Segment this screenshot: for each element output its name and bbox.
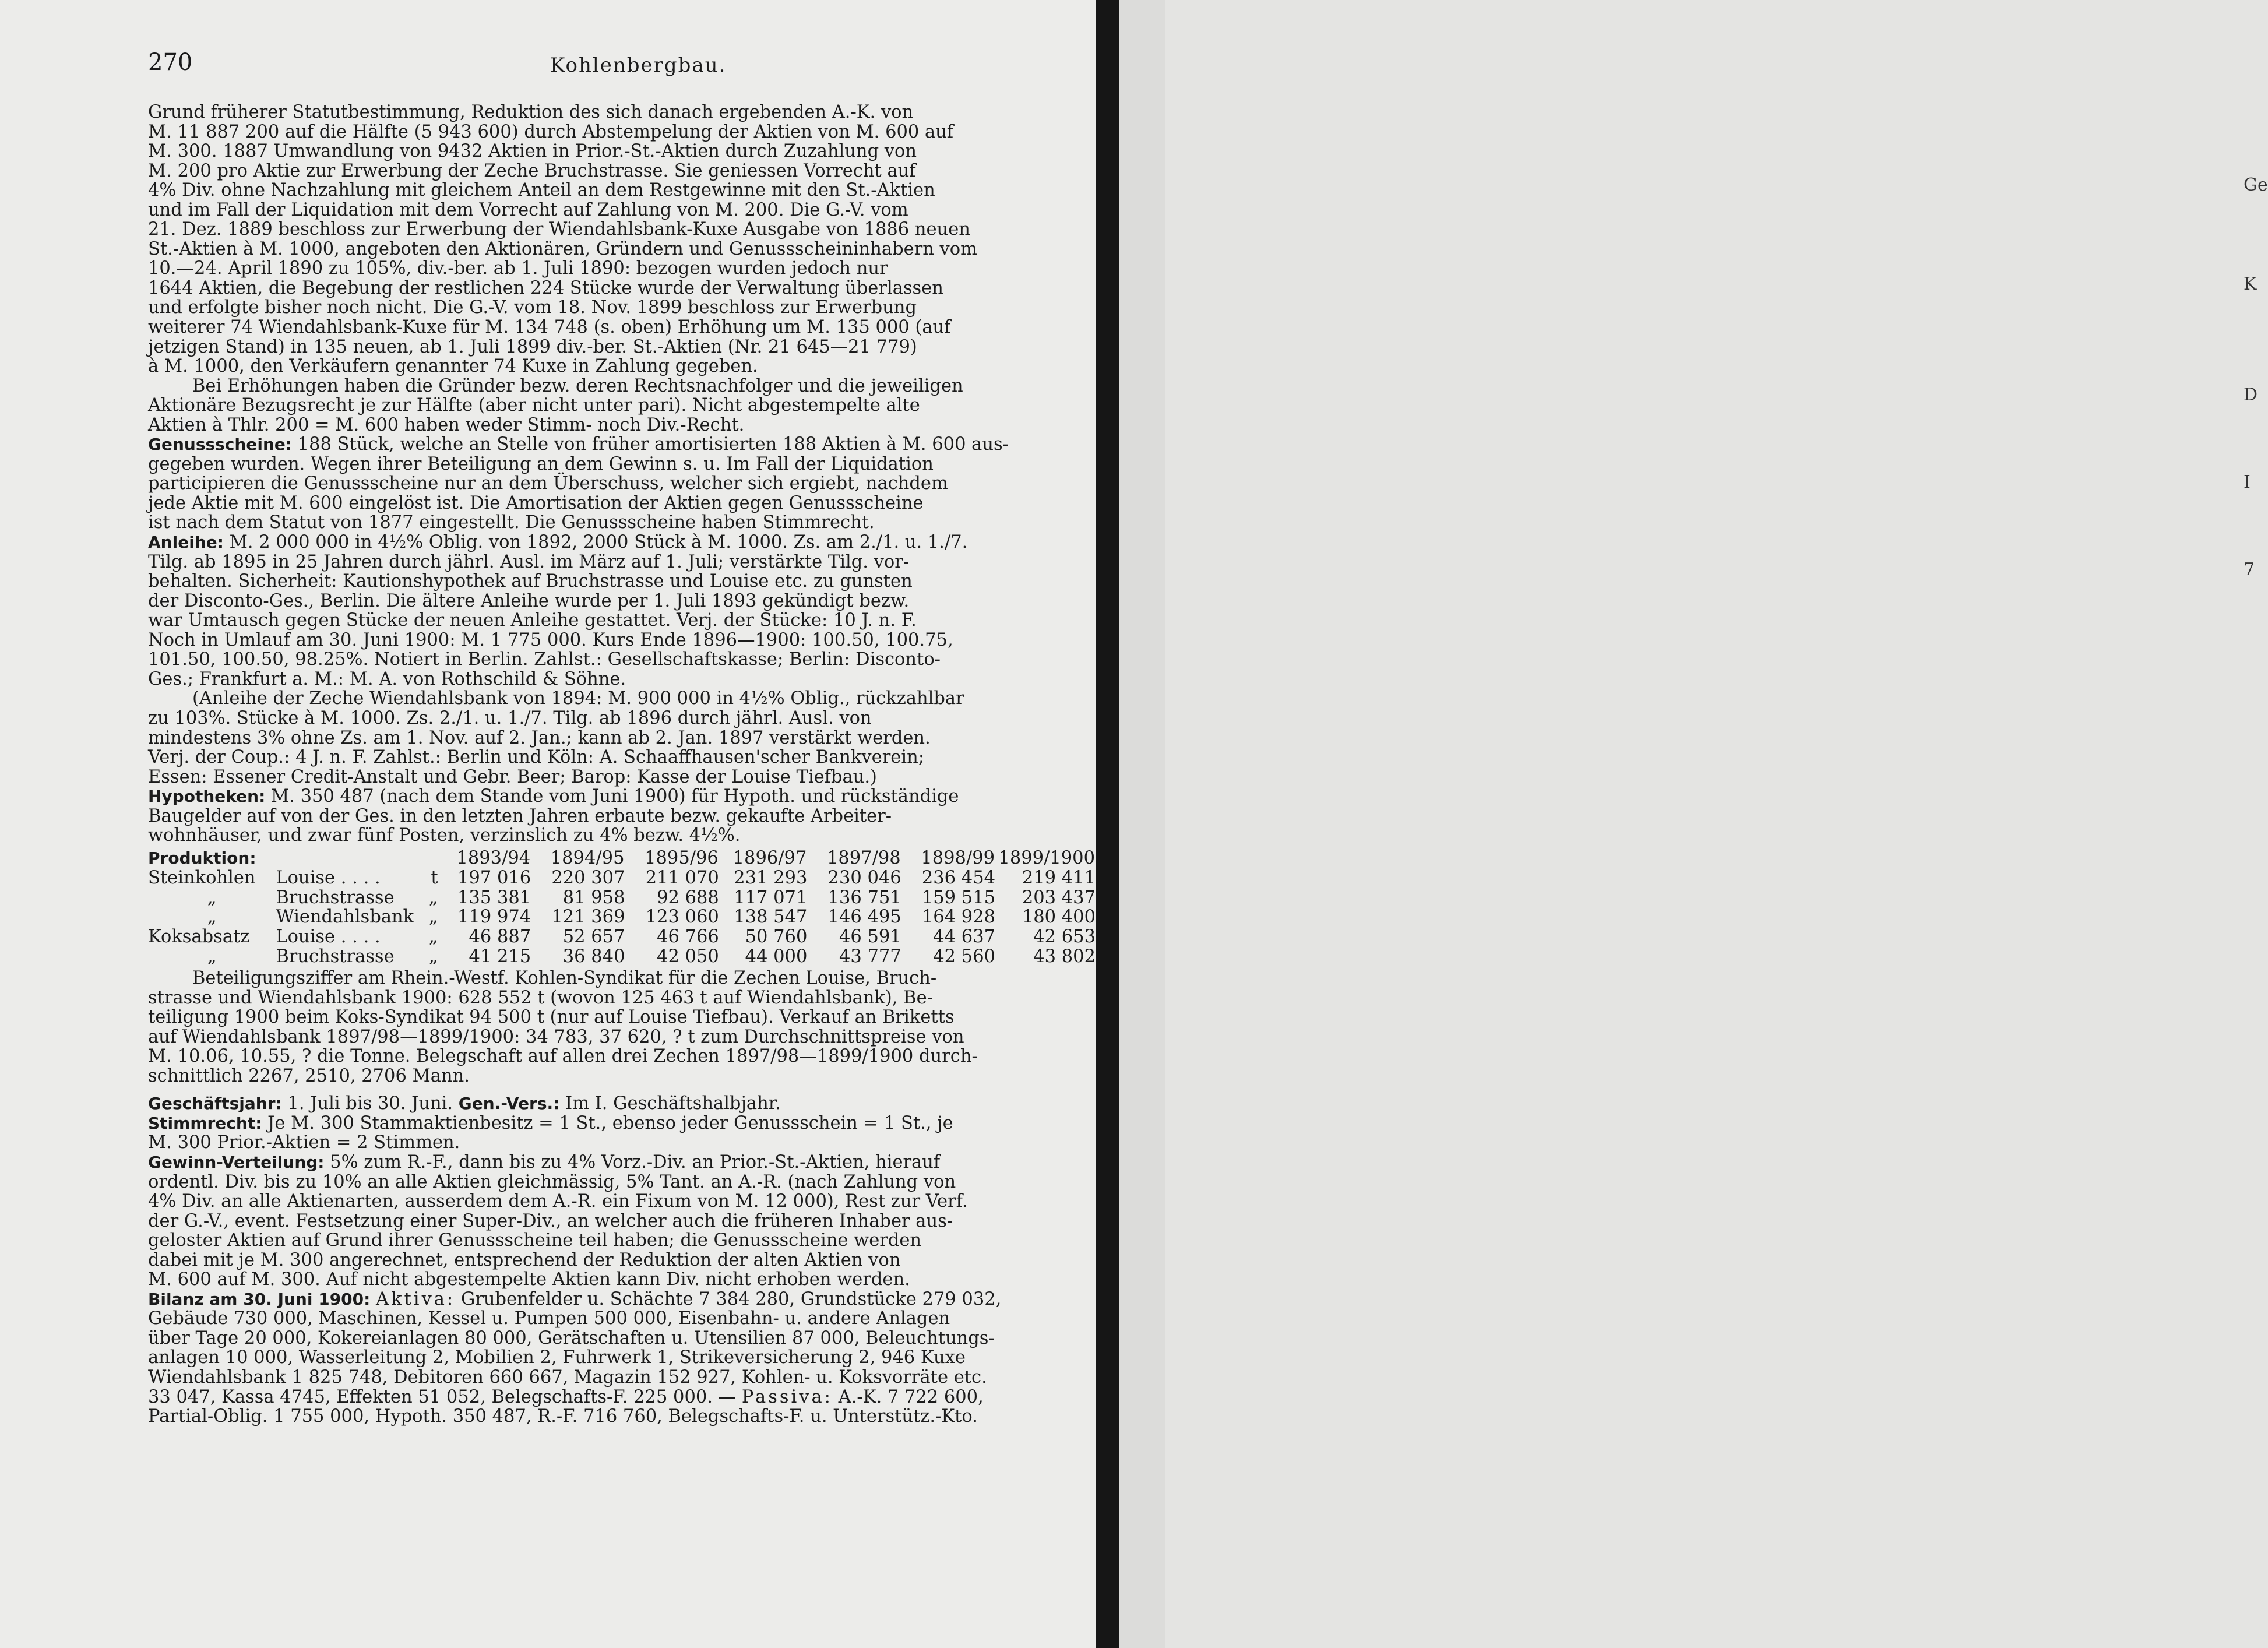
produktion-value: 197 016 [457, 868, 531, 889]
produktion-value: 180 400 [1022, 907, 1096, 928]
produktion-value: 117 071 [734, 887, 808, 908]
produktion-label: Produktion: [148, 848, 256, 868]
anleihe-para2-line: zu 103%. Stücke à M. 1000. Zs. 2./1. u. 1./7. Tilg. ab 1896 durch jährl. Ausl. von [148, 707, 872, 728]
year-header: 1899/1900 [998, 847, 1095, 868]
produktion-value: 81 958 [562, 887, 625, 908]
produktion-value: 211 070 [645, 868, 719, 889]
geschaeftsjahr-label: Geschäftsjahr: [148, 1094, 282, 1114]
produktion-section [148, 848, 1096, 966]
year-header: 1897/98 [826, 847, 901, 868]
bilanz-line: anlagen 10 000, Wasserleitung 2, Mobilien 2, Fuhrwerk 1, Strikeversicherung 2, 946 Kuxe [148, 1347, 966, 1368]
produktion-value: 36 840 [562, 946, 625, 967]
geschaeftsjahr-text: 1. Juli bis 30. Juni. [281, 1093, 453, 1114]
produktion-value: 159 515 [921, 887, 996, 908]
produktion-after-line: Beteiligungsziffer am Rhein.-Westf. Kohlen-Syndikat für die Zechen Louise, Bruch- [192, 968, 937, 989]
gewinn-first-line [148, 1153, 1096, 1172]
intro-line: und im Fall der Liquidation mit dem Vorrecht auf Zahlung von M. 200. Die G.-V. vom [148, 199, 908, 220]
intro-para2-line: Aktien à Thlr. 200 = M. 600 haben weder Stimm- noch Div.-Recht. [148, 414, 745, 435]
year-header: 1895/96 [645, 847, 719, 868]
edge-letter: D [2244, 385, 2258, 405]
intro-line: 1644 Aktien, die Begebung der restlichen 224 Stücke wurde der Verwaltung überlassen [148, 277, 943, 298]
anleihe-section [148, 533, 1096, 689]
produktion-value: 52 657 [562, 926, 625, 947]
intro-para2-line: Bei Erhöhungen haben die Gründer bezw. deren Rechtsnachfolger und die jeweiligen [192, 375, 963, 396]
bilanz-line: Gebäude 730 000, Maschinen, Kessel u. Pumpen 500 000, Eisenbahn- u. andere Anlagen [148, 1308, 950, 1329]
produktion-value: 43 777 [839, 946, 901, 967]
produktion-unit: „ [428, 926, 438, 947]
intro-para2-line: Aktionäre Bezugsrecht je zur Hälfte (aber nicht unter pari). Nicht abgestempelte alte [148, 395, 920, 416]
produktion-row [148, 868, 1096, 888]
produktion-row [148, 927, 1096, 947]
produktion-unit: „ [428, 946, 438, 967]
stimmrecht-section [148, 1114, 1096, 1153]
produktion-value: 46 887 [469, 926, 531, 947]
bilanz-first-rest: Grubenfelder u. Schächte 7 384 280, Grundstücke 279 032, [455, 1288, 1002, 1309]
anleihe-para2-line: Essen: Essener Credit-Anstalt und Gebr. Beer; Barop: Kasse der Louise Tiefbau.) [148, 766, 877, 787]
anleihe-line: Noch in Umlauf am 30. Juni 1900: M. 1 775 000. Kurs Ende 1896—1900: 100.50, 100.75, [148, 629, 953, 650]
anleihe-line: 101.50, 100.50, 98.25%. Notiert in Berlin. Zahlst.: Gesellschaftskasse; Berlin: Disconto- [148, 649, 941, 670]
produktion-header-row [148, 848, 1096, 869]
produktion-value: 42 560 [933, 946, 996, 967]
produktion-after-line: auf Wiendahlsbank 1897/98—1899/1900: 34 783, 37 620, ? t zum Durchschnittspreise von [148, 1026, 964, 1047]
stimmrecht-label: Stimmrecht: [148, 1113, 262, 1133]
year-header: 1896/97 [732, 847, 807, 868]
produktion-value: 43 802 [1033, 946, 1096, 967]
hypotheken-first-line [148, 787, 1096, 807]
produktion-value: 230 046 [827, 868, 901, 889]
produktion-group: „ [207, 946, 217, 967]
gewinn-line: M. 600 auf M. 300. Auf nicht abgestempelte Aktien kann Div. nicht erhoben werden. [148, 1269, 910, 1290]
anleihe-text: M. 2 000 000 in 4½% Oblig. von 1892, 2000 Stück à M. 1000. Zs. am 2./1. u. 1./7. [223, 532, 968, 553]
stimmrecht-text: Je M. 300 Stammaktienbesitz = 1 St., ebenso jeder Genussschein = 1 St., je [262, 1112, 953, 1133]
produktion-rows [148, 868, 1096, 966]
intro-line: à M. 1000, den Verkäufern genannter 74 Kuxe in Zahlung gegeben. [148, 356, 758, 377]
page [0, 0, 1096, 1648]
adjacent-page-edge [1119, 0, 2268, 1648]
produktion-after-line: schnittlich 2267, 2510, 2706 Mann. [148, 1065, 470, 1086]
anleihe-line: war Umtausch gegen Stücke der neuen Anleihe gestattet. Verj. der Stücke: 10 J. n. F. [148, 610, 917, 631]
bilanz-line: über Tage 20 000, Kokereianlagen 80 000, Gerätschaften u. Utensilien 87 000, Beleuchtungs- [148, 1327, 995, 1348]
geschaeftsjahr-line [148, 1094, 1096, 1114]
intro-line: und erfolgte bisher noch nicht. Die G.-V. vom 18. Nov. 1899 beschloss zur Erwerbung [148, 297, 917, 318]
produktion-value: 236 454 [921, 868, 996, 889]
intro-line: M. 200 pro Aktie zur Erwerbung der Zeche Bruchstrasse. Sie geniessen Vorrecht auf [148, 160, 916, 181]
hypotheken-label: Hypotheken: [148, 787, 266, 807]
anleihe-para2-line: Verj. der Coup.: 4 J. n. F. Zahlst.: Berlin und Köln: A. Schaaffhausen'scher Bankverein; [148, 747, 924, 768]
year-header: 1894/95 [550, 847, 625, 868]
genussscheine-text: 188 Stück, welche an Stelle von früher amortisierten 188 Aktien à M. 600 aus- [292, 434, 1009, 455]
intro-section [148, 103, 1096, 376]
gewinn-line: dabei mit je M. 300 angerechnet, entsprechend der Reduktion der alten Aktien von [148, 1249, 901, 1270]
produktion-unit: „ [428, 887, 438, 908]
edge-letter: I [2244, 472, 2251, 492]
aktiva-word: Aktiva: [376, 1288, 456, 1309]
produktion-value: 123 060 [645, 907, 719, 928]
produktion-row [148, 947, 1096, 967]
anleihe-line: behalten. Sicherheit: Kautionshypothek auf Bruchstrasse und Louise etc. zu gunsten [148, 571, 913, 592]
produktion-name: Bruchstrasse [276, 946, 395, 967]
hypotheken-line: wohnhäuser, und zwar fünf Posten, verzinslich zu 4% bezw. 4½%. [148, 825, 741, 846]
produktion-after-line: M. 10.06, 10.55, ? die Tonne. Belegschaft auf allen drei Zechen 1897/98—1899/1900 durch- [148, 1046, 978, 1067]
binding-gutter [1096, 0, 1119, 1648]
gewinn-line: geloster Aktien auf Grund ihrer Genussscheine teil haben; die Genussscheine werden [148, 1230, 922, 1251]
produktion-value: 231 293 [734, 868, 808, 889]
hypotheken-section [148, 787, 1096, 846]
gewinn-label: Gewinn-Verteilung: [148, 1152, 325, 1172]
gewinn-line: ordentl. Div. bis zu 10% an alle Aktien gleichmässig, 5% Tant. an A.-R. (nach Zahlung von [148, 1171, 956, 1192]
produktion-value: 42 653 [1033, 926, 1096, 947]
produktion-unit: „ [428, 907, 438, 928]
produktion-value: 146 495 [827, 907, 901, 928]
produktion-value: 50 760 [745, 926, 808, 947]
produktion-value: 44 637 [933, 926, 996, 947]
anleihe-para2 [148, 689, 1096, 787]
year-header: 1893/94 [456, 847, 531, 868]
produktion-value: 92 688 [657, 887, 719, 908]
genussscheine-line: gegeben wurden. Wegen ihrer Beteiligung an dem Gewinn s. u. Im Fall der Liquidation [148, 453, 934, 474]
anleihe-line: Ges.; Frankfurt a. M.: M. A. von Rothschild & Söhne. [148, 668, 626, 689]
anleihe-para2-line: mindestens 3% ohne Zs. am 1. Nov. auf 2. Jan.; kann ab 2. Jan. 1897 verstärkt werden. [148, 727, 931, 748]
bilanz-line-5: 33 047, Kassa 4745, Effekten 51 052, Belegschafts-F. 225 000. — [148, 1386, 737, 1407]
body-text [148, 103, 1096, 1427]
produktion-value: 119 974 [457, 907, 531, 928]
produktion-name: Louise . . . . [276, 868, 381, 889]
produktion-value: 220 307 [551, 868, 625, 889]
intro-line: weiterer 74 Wiendahlsbank-Kuxe für M. 134 748 (s. oben) Erhöhung um M. 135 000 (auf [148, 317, 951, 338]
produktion-value: 164 928 [921, 907, 996, 928]
hypotheken-text: M. 350 487 (nach dem Stande vom Juni 1900) für Hypoth. und rückständige [265, 786, 959, 807]
anleihe-line: Tilg. ab 1895 in 25 Jahren durch jährl. Ausl. im März auf 1. Juli; verstärkte Tilg. vor- [148, 551, 910, 572]
produktion-group: Koksabsatz [148, 926, 250, 947]
intro-para2 [148, 376, 1096, 435]
intro-line: Grund früherer Statutbestimmung, Reduktion des sich danach ergebenden A.-K. von [148, 102, 914, 122]
intro-line: M. 11 887 200 auf die Hälfte (5 943 600) durch Abstempelung der Aktien von M. 600 auf [148, 121, 954, 142]
produktion-value: 203 437 [1022, 887, 1096, 908]
year-header: 1898/99 [921, 847, 995, 868]
intro-line: 10.—24. April 1890 zu 105%, div.-ber. ab 1. Juli 1890: bezogen wurden jedoch nur [148, 258, 888, 279]
bilanz-line: Wiendahlsbank 1 825 748, Debitoren 660 667, Magazin 152 927, Kohlen- u. Koksvorräte etc. [148, 1367, 987, 1388]
produktion-row [148, 907, 1096, 927]
produktion-name: Louise . . . . [276, 926, 381, 947]
produktion-after [148, 969, 1096, 1086]
bilanz-label: Bilanz am 30. Juni 1900: [148, 1289, 371, 1309]
produktion-value: 46 591 [839, 926, 901, 947]
produktion-value: 121 369 [551, 907, 625, 928]
intro-line: 21. Dez. 1889 beschloss zur Erwerbung der Wiendahlsbank-Kuxe Ausgabe von 1886 neuen [148, 219, 970, 240]
bilanz-section [148, 1290, 1096, 1427]
genussscheine-line: participieren die Genussscheine nur an dem Überschuss, welcher sich ergiebt, nachdem [148, 473, 948, 494]
bilanz-final-line: Partial-Oblig. 1 755 000, Hypoth. 350 487, R.-F. 716 760, Belegschafts-F. u. Unterstütz.-Kto. [148, 1406, 978, 1427]
intro-line: jetzigen Stand) in 135 neuen, ab 1. Juli 1899 div.-ber. St.-Aktien (Nr. 21 645—21 779) [148, 336, 917, 357]
edge-letter: 7 [2244, 559, 2255, 580]
running-head: Kohlenbergbau. [550, 54, 727, 77]
edge-letter: Ge [2244, 175, 2268, 195]
produktion-value: 219 411 [1022, 868, 1096, 889]
genussscheine-line: jede Aktie mit M. 600 eingelöst ist. Die Amortisation der Aktien gegen Genussscheine [148, 492, 924, 513]
produktion-value: 42 050 [657, 946, 719, 967]
stimmrecht-line: M. 300 Prior.-Aktien = 2 Stimmen. [148, 1132, 460, 1153]
produktion-name: Wiendahlsbank [276, 907, 414, 928]
produktion-value: 41 215 [469, 946, 531, 967]
gewinn-text: 5% zum R.-F., dann bis zu 4% Vorz.-Div. an Prior.-St.-Aktien, hierauf [324, 1152, 941, 1172]
stimmrecht-first-line [148, 1114, 1096, 1133]
anleihe-first-line [148, 533, 1096, 552]
passiva-word: Passiva: [741, 1386, 833, 1407]
intro-line: St.-Aktien à M. 1000, angeboten den Aktionären, Gründern und Genussscheininhabern vom [148, 238, 978, 259]
produktion-value: 138 547 [734, 907, 808, 928]
produktion-unit: t [431, 868, 438, 889]
passiva-rest: A.-K. 7 722 600, [832, 1386, 984, 1407]
bilanz-lines [148, 1309, 1096, 1387]
produktion-group: „ [207, 907, 217, 928]
genussscheine-first-line [148, 435, 1096, 455]
produktion-group: Steinkohlen [148, 868, 256, 889]
produktion-value: 135 381 [457, 887, 531, 908]
produktion-after-line: teiligung 1900 beim Koks-Syndikat 94 500 t (nur auf Louise Tiefbau). Verkauf an Briketts [148, 1007, 955, 1028]
bilanz-last-line [148, 1388, 1096, 1407]
gewinn-line: 4% Div. an alle Aktienarten, ausserdem dem A.-R. ein Fixum von M. 12 000), Rest zur Verf. [148, 1191, 968, 1212]
gen-vers-label: Gen.-Vers.: [458, 1094, 560, 1114]
produktion-name: Bruchstrasse [276, 887, 395, 908]
anleihe-line: der Disconto-Ges., Berlin. Die ältere Anleihe wurde per 1. Juli 1893 gekündigt bezw. [148, 590, 910, 611]
gen-vers-text: Im I. Geschäftshalbjahr. [559, 1093, 781, 1114]
genussscheine-label: Genussscheine: [148, 435, 293, 455]
gewinn-section [148, 1153, 1096, 1290]
bilanz-first-line [148, 1290, 1096, 1309]
intro-line: 4% Div. ohne Nachzahlung mit gleichem Anteil an dem Restgewinne mit den St.-Aktien [148, 180, 935, 201]
produktion-group: „ [207, 887, 217, 908]
produktion-value: 136 751 [827, 887, 901, 908]
anleihe-para2-line: (Anleihe der Zeche Wiendahlsbank von 1894: M. 900 000 in 4½% Oblig., rückzahlbar [192, 688, 964, 709]
page-number: 270 [148, 49, 193, 76]
produktion-value: 44 000 [745, 946, 808, 967]
produktion-table [148, 848, 1096, 966]
gewinn-line: der G.-V., event. Festsetzung einer Super-Div., an welcher auch die früheren Inhaber aus- [148, 1210, 953, 1231]
genussscheine-line: ist nach dem Statut von 1877 eingestellt. Die Genussscheine haben Stimmrecht. [148, 512, 875, 533]
anleihe-label: Anleihe: [148, 533, 224, 552]
produktion-after-line: strasse und Wiendahlsbank 1900: 628 552 t (wovon 125 463 t auf Wiendahlsbank), Be- [148, 987, 933, 1008]
hypotheken-line: Baugelder auf von der Ges. in den letzten Jahren erbaute bezw. gekaufte Arbeiter- [148, 805, 892, 826]
produktion-value: 46 766 [657, 926, 719, 947]
genussscheine-section [148, 435, 1096, 533]
edge-letter: K [2244, 274, 2257, 294]
intro-line: M. 300. 1887 Umwandlung von 9432 Aktien in Prior.-St.-Aktien durch Zuzahlung von [148, 141, 917, 162]
produktion-row [148, 888, 1096, 908]
